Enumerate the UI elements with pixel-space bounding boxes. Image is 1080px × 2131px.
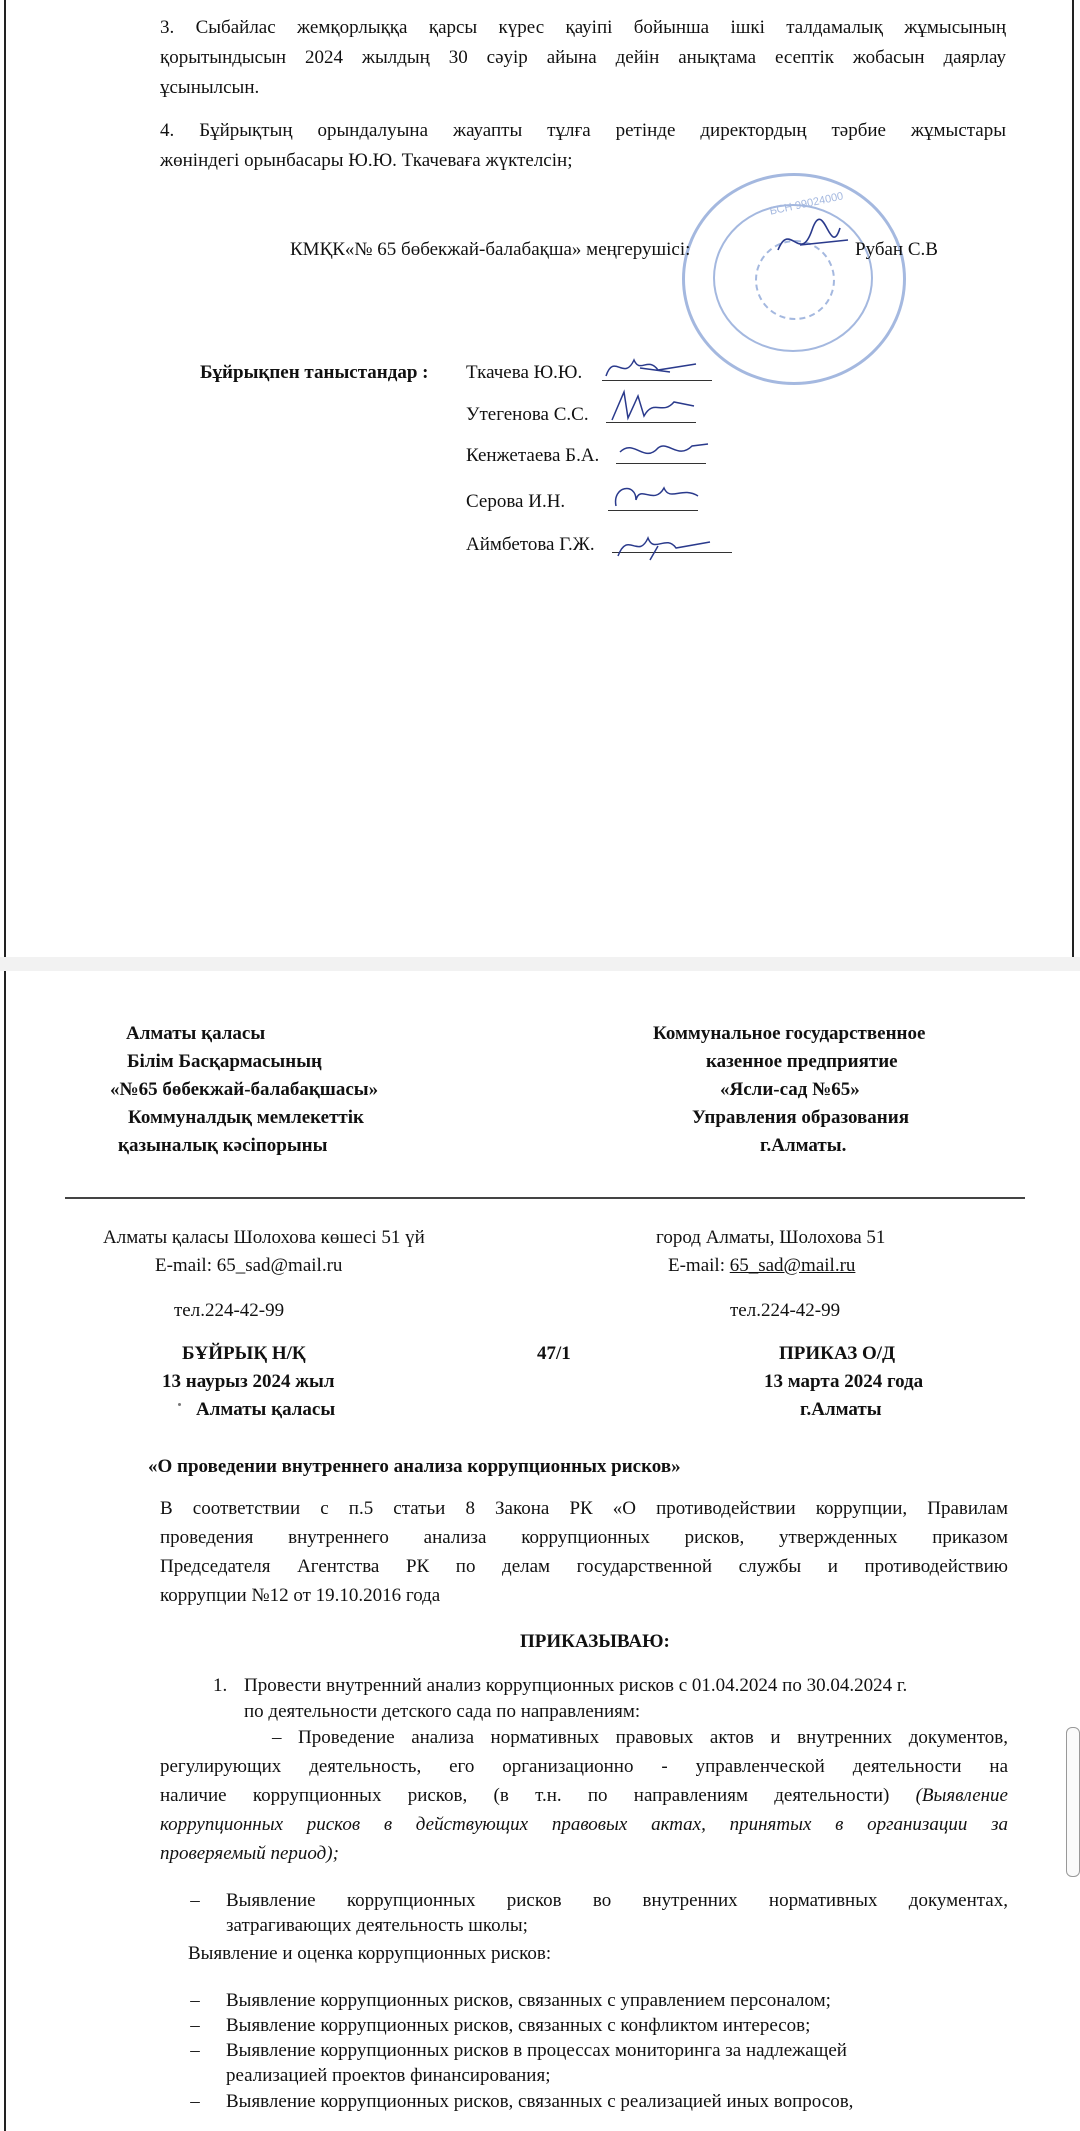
acquainted-name-5: Аймбетова Г.Ж. (466, 534, 595, 555)
signature-2 (604, 386, 704, 430)
signature-5 (610, 520, 720, 570)
preamble-line-3: Председателя Агентства РК по делам государственной службы и противодействию (160, 1556, 1008, 1577)
bullet-item-4: Выявление коррупционных рисков, связанных с реализацией иных вопросов, (226, 2091, 854, 2112)
signature-1 (600, 346, 710, 390)
preamble-line-4: коррупции №12 от 19.10.2016 года (160, 1585, 441, 1606)
point-1-sub-line-3-italic: (Выявление (915, 1785, 1008, 1806)
bullet-item-2: Выявление коррупционных рисков, связанных с конфликтом интересов; (226, 2015, 811, 2036)
ink-dot (178, 1403, 181, 1406)
point-1-number: 1. (213, 1675, 228, 1696)
header-right-line-2: казенное предприятие (706, 1051, 898, 1072)
preamble-line-2: проведения внутреннего анализа коррупционных рисков, утвержденных приказом (160, 1527, 1008, 1548)
item-3-line-1: 3. Сыбайлас жемқорлыққа қарсы күрес қауіпі бойынша ішкі талдамалық жұмысының (160, 17, 1006, 38)
header-left-line-2: Білім Басқармасының (127, 1051, 323, 1072)
point-1-sub-line-3-plain: наличие коррупционных рисков, (в т.н. по направлениям деятельности) (160, 1785, 916, 1806)
header-left-line-4: Коммуналдық мемлекеттік (128, 1107, 364, 1128)
bullet-item-3-cont: реализацией проектов финансирования; (226, 2065, 551, 2086)
contacts-left-phone: тел.224-42-99 (174, 1300, 285, 1321)
seal-text: БСН 99024000 (768, 190, 845, 218)
header-left-line-5: қазыналық кәсіпорыны (118, 1135, 328, 1156)
header-divider (65, 1197, 1025, 1199)
bullet-internal-line-1: Выявление коррупционных рисков во внутренних нормативных документах, (226, 1890, 1008, 1911)
head-name: Рубан С.В (855, 239, 938, 260)
order-word: ПРИКАЗЫВАЮ: (520, 1631, 670, 1652)
bullet-dash-internal: – (190, 1890, 200, 1911)
bullet-dash-3: – (190, 2040, 200, 2061)
header-right-line-4: Управления образования (692, 1107, 909, 1128)
page-gap (0, 957, 1080, 971)
header-right-line-3: «Ясли-сад №65» (720, 1079, 860, 1100)
bullet-internal-line-2: затрагивающих деятельность школы; (226, 1915, 528, 1936)
header-left-line-3: «№65 бөбекжай-балабақшасы» (110, 1079, 379, 1100)
signature-4 (606, 476, 706, 516)
point-1-line-2: по деятельности детского сада по направлениям: (244, 1701, 641, 1722)
order-number: 47/1 (537, 1343, 571, 1364)
assessment-heading: Выявление и оценка коррупционных рисков: (188, 1943, 552, 1964)
bullet-item-1: Выявление коррупционных рисков, связанных с управлением персоналом; (226, 1990, 831, 2011)
contacts-right-email-link[interactable]: 65_sad@mail.ru (729, 1255, 856, 1276)
page-edge-left-2 (4, 971, 6, 2131)
page-edge-right (1072, 0, 1074, 957)
bullet-dash-2: – (190, 2015, 200, 2036)
order-left-city: Алматы қаласы (196, 1399, 336, 1420)
contacts-right-phone: тел.224-42-99 (730, 1300, 841, 1321)
acquainted-name-4: Серова И.Н. (466, 491, 566, 512)
page-edge-left (4, 0, 6, 957)
signature-3 (614, 430, 714, 470)
contacts-right-address: город Алматы, Шолохова 51 (656, 1227, 886, 1248)
contacts-left-address: Алматы қаласы Шолохова көшесі 51 үй (103, 1227, 425, 1248)
point-1-sub-line-1: – Проведение анализа нормативных правовых актов и внутренних документов, (272, 1727, 1008, 1748)
preamble-line-1: В соответствии с п.5 статьи 8 Закона РК «О противодействии коррупции, Правилам (160, 1498, 1008, 1519)
contacts-left-email: E-mail: 65_sad@mail.ru (155, 1255, 343, 1276)
head-position: КМҚК«№ 65 бөбекжай-балабақша» меңгерушісі: (290, 239, 691, 260)
point-1-sub-line-3 (160, 1782, 1008, 1809)
order-left-date: 13 наурыз 2024 жыл (162, 1371, 335, 1392)
acquainted-name-2: Утегенова С.С. (466, 404, 589, 425)
point-1-sub-line-4: коррупционных рисков в действующих правовых актах, принятых в организации за (160, 1814, 1008, 1835)
contacts-right-email-prefix: E-mail: (668, 1255, 730, 1276)
document-page-2 (0, 971, 1080, 2131)
head-signature (770, 210, 860, 270)
order-left-title: БҰЙРЫҚ Н/Қ (182, 1343, 306, 1364)
acquainted-label: Бұйрықпен таныстандар : (200, 362, 429, 383)
header-right-line-1: Коммунальное государственное (653, 1023, 926, 1044)
document-page-1 (0, 0, 1080, 957)
bullet-dash-4: – (190, 2091, 200, 2112)
order-right-title: ПРИКАЗ О/Д (779, 1343, 896, 1364)
point-1-line-1: Провести внутренний анализ коррупционных рисков с 01.04.2024 по 30.04.2024 г. (244, 1675, 908, 1696)
official-seal (682, 173, 906, 385)
bullet-dash-1: – (190, 1990, 200, 2011)
order-right-city: г.Алматы (800, 1399, 882, 1420)
item-4-line-1: 4. Бұйрықтың орындалуына жауапты тұлға ретінде директордың тәрбие жұмыстары (160, 120, 1006, 141)
acquainted-name-3: Кенжетаева Б.А. (466, 445, 600, 466)
contacts-right-email-row (668, 1252, 855, 1279)
header-right-line-5: г.Алматы. (760, 1135, 847, 1156)
item-4-line-2: жөніндегі орынбасары Ю.Ю. Ткачеваға жүктелсін; (160, 150, 573, 171)
order-right-date: 13 марта 2024 года (764, 1371, 924, 1392)
header-left-line-1: Алматы қаласы (126, 1023, 266, 1044)
point-1-sub-line-2: регулирующих деятельность, его организационно - управленческой деятельности на (160, 1756, 1008, 1777)
scrollbar[interactable] (1066, 1727, 1080, 1877)
point-1-sub-line-5: проверяемый период); (160, 1843, 339, 1864)
order-subject: «О проведении внутреннего анализа коррупционных рисков» (148, 1456, 681, 1477)
acquainted-name-1: Ткачева Ю.Ю. (466, 362, 583, 383)
item-3-line-3: ұсынылсын. (160, 77, 260, 98)
bullet-item-3: Выявление коррупционных рисков в процессах мониторинга за надлежащей (226, 2040, 847, 2061)
item-3-line-2: қорытындысын 2024 жылдың 30 сәуір айына дейін анықтама есептік жобасын даярлау (160, 47, 1006, 68)
